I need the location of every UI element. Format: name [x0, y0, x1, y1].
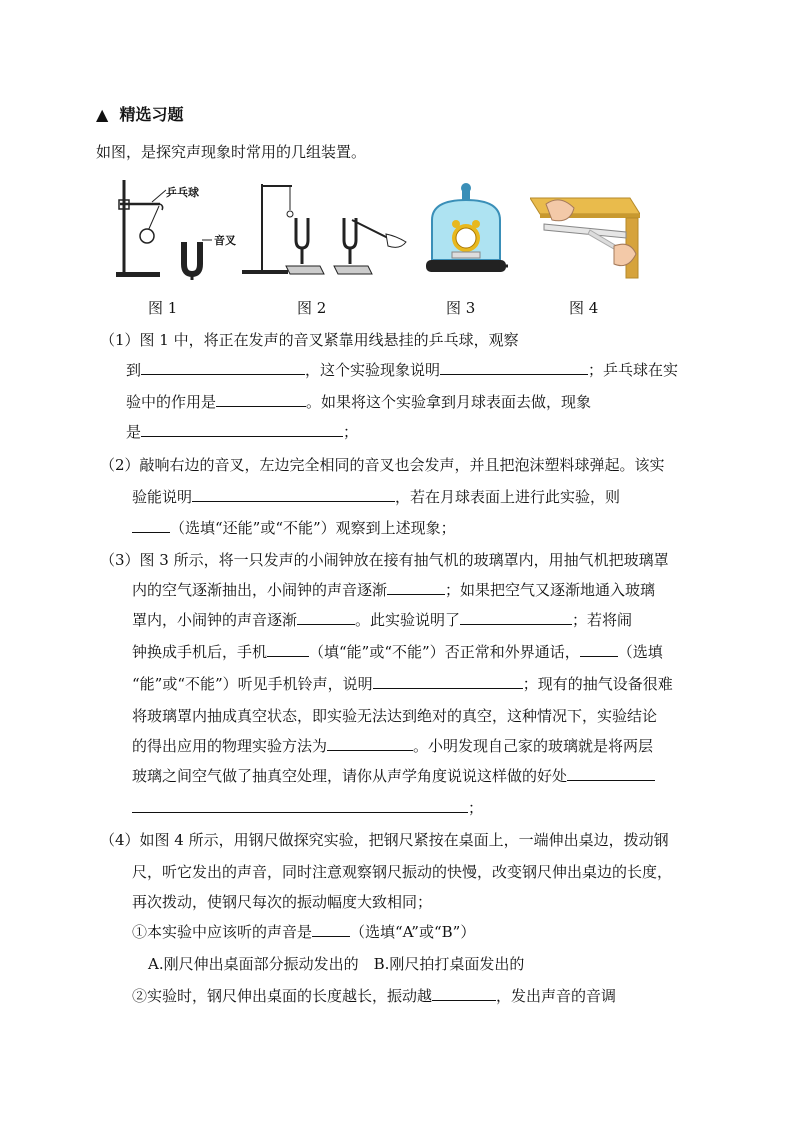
q2-line-1: （2）敲响右边的音叉，左边完全相同的音叉也会发声，并且把泡沫塑料球弹起。该实: [100, 456, 665, 474]
figure-2-caption: 图 2: [297, 299, 327, 317]
q3-line-5-text-a: “能”或“不能”）听见手机铃声，说明: [132, 675, 373, 693]
q4-sub-2-text-a: ②实验时，钢尺伸出桌面的长度越长，振动越: [132, 987, 433, 1005]
q1-blank-moon[interactable]: [141, 422, 343, 437]
q3-blank-benefit-2[interactable]: [132, 798, 468, 813]
q3-line-5: [132, 674, 673, 694]
q3-line-4-text-b: （填“能”或“不能”）否正常和外界通话，: [309, 643, 580, 661]
q4-line-2: 尺，听它发出的声音，同时注意观察钢尺振动的快慢，改变钢尺伸出桌边的长度，: [132, 863, 673, 881]
q3-line-9: [132, 798, 483, 818]
intro-text: 如图，是探究声现象时常用的几组装置。: [96, 143, 367, 161]
q2-line-3: [132, 518, 456, 538]
q3-blank-explanation[interactable]: [373, 674, 523, 689]
q3-line-4-text-a: 钟换成手机后，手机: [132, 643, 268, 661]
q2-line-2-text-b: ，若在月球表面上进行此实验，则: [395, 488, 621, 506]
q4-blank-vibration[interactable]: [432, 986, 496, 1001]
q4-sub-1-text-a: ①本实验中应该听的声音是: [132, 923, 313, 941]
q3-line-7-text-a: 的得出应用的物理实验方法为: [132, 737, 328, 755]
figure-1-caption: 图 1: [148, 299, 178, 317]
q3-line-3: [132, 610, 632, 630]
q3-line-8: [132, 766, 655, 786]
q1-line-2-text-a: 到: [126, 361, 142, 379]
q1-line-3-text-b: 。如果将这个实验拿到月球表面去做，现象: [306, 393, 592, 411]
q1-blank-explanation[interactable]: [440, 360, 588, 375]
q3-blank-conclusion[interactable]: [460, 610, 572, 625]
q4-sub-2-text-b: ，发出声音的音调: [496, 987, 617, 1005]
q3-line-2-text-a: 内的空气逐渐抽出，小闹钟的声音逐渐: [132, 581, 388, 599]
q4-line-3: 再次拨动，使钢尺每次的振动幅度大致相同；: [132, 893, 433, 911]
q3-blank-sound-out[interactable]: [387, 580, 445, 595]
q2-line-2: [132, 487, 620, 507]
q1-line-4-text-a: 是: [126, 423, 142, 441]
q1-line-2: [126, 360, 678, 380]
q2-line-2-text-a: 验能说明: [132, 488, 193, 506]
q4-sub-1-text-b: （选填“A”或“B”）: [350, 923, 476, 941]
q3-line-9-text: ；: [468, 799, 484, 817]
section-header: [96, 105, 183, 125]
q3-line-7-text-b: 。小明发现自己家的玻璃就是将两层: [413, 737, 654, 755]
q1-line-2-text-c: ；乒乓球在实: [588, 361, 679, 379]
q1-line-4: [126, 422, 358, 442]
figure-2-apparatus: [240, 180, 410, 280]
q3-line-8-text-a: 玻璃之间空气做了抽真空处理，请你从声学角度说说这样做的好处: [132, 767, 568, 785]
q3-line-4: [132, 642, 663, 662]
figure-4-ruler-desk: [530, 194, 640, 280]
q1-line-3-text-a: 验中的作用是: [126, 393, 217, 411]
q4-sub-1: [132, 922, 475, 942]
q3-line-4-text-c: （选填: [617, 643, 663, 661]
q1-blank-observation[interactable]: [141, 360, 305, 375]
figure-4-caption: 图 4: [569, 299, 599, 317]
q4-line-1: （4）如图 4 所示，用钢尺做探究实验，把钢尺紧按在桌面上，一端伸出桌边，拨动钢: [100, 831, 669, 849]
section-title: 精选习题: [119, 105, 184, 124]
figure-3-caption: 图 3: [446, 299, 476, 317]
q3-line-5-text-b: ；现有的抽气设备很难: [522, 675, 673, 693]
q2-blank-choice[interactable]: [132, 518, 170, 533]
q3-line-3-text-c: ；若将闹: [572, 611, 633, 629]
q3-line-3-text-b: 。此实验说明了: [355, 611, 461, 629]
q3-blank-benefit-1[interactable]: [567, 766, 655, 781]
q1-line-2-text-b: ，这个实验现象说明: [305, 361, 441, 379]
q3-line-3-text-a: 罩内，小闹钟的声音逐渐: [132, 611, 298, 629]
q3-line-6: 将玻璃罩内抽成真空状态，即实验无法达到绝对的真空，这种情况下，实验结论: [132, 707, 658, 725]
triangle-marker-icon: ▲: [96, 105, 109, 124]
q1-line-4-text-b: ；: [343, 423, 359, 441]
q1-line-3: [126, 392, 591, 412]
q4-blank-sound-choice[interactable]: [312, 922, 350, 937]
q3-line-2-text-b: ；如果把空气又逐渐地通入玻璃: [445, 581, 656, 599]
label-ping-pong-ball: 乒乓球: [166, 186, 199, 199]
q4-options: A.刚尺伸出桌面部分振动发出的 B.刚尺拍打桌面发出的: [148, 955, 525, 973]
q4-sub-2: [132, 986, 616, 1006]
q1-blank-role[interactable]: [216, 392, 306, 407]
q3-blank-method[interactable]: [327, 736, 413, 751]
q3-blank-sound-in[interactable]: [297, 610, 355, 625]
q1-line-1: （1）图 1 中，将正在发声的音叉紧靠用线悬挂的乒乓球，观察: [100, 331, 519, 349]
q2-blank-explanation[interactable]: [192, 487, 395, 502]
q2-line-3-text: （选填“还能”或“不能”）观察到上述现象；: [170, 519, 456, 537]
q3-line-1: （3）图 3 所示，将一只发声的小闹钟放在接有抽气机的玻璃罩内，用抽气机把玻璃罩: [100, 551, 669, 569]
q3-blank-phone-call[interactable]: [267, 642, 309, 657]
q3-line-7: [132, 736, 653, 756]
q3-blank-ringtone[interactable]: [580, 642, 618, 657]
label-tuning-fork: 音叉: [214, 234, 236, 247]
q3-line-2: [132, 580, 655, 600]
figure-3-bell-jar: [424, 180, 508, 280]
